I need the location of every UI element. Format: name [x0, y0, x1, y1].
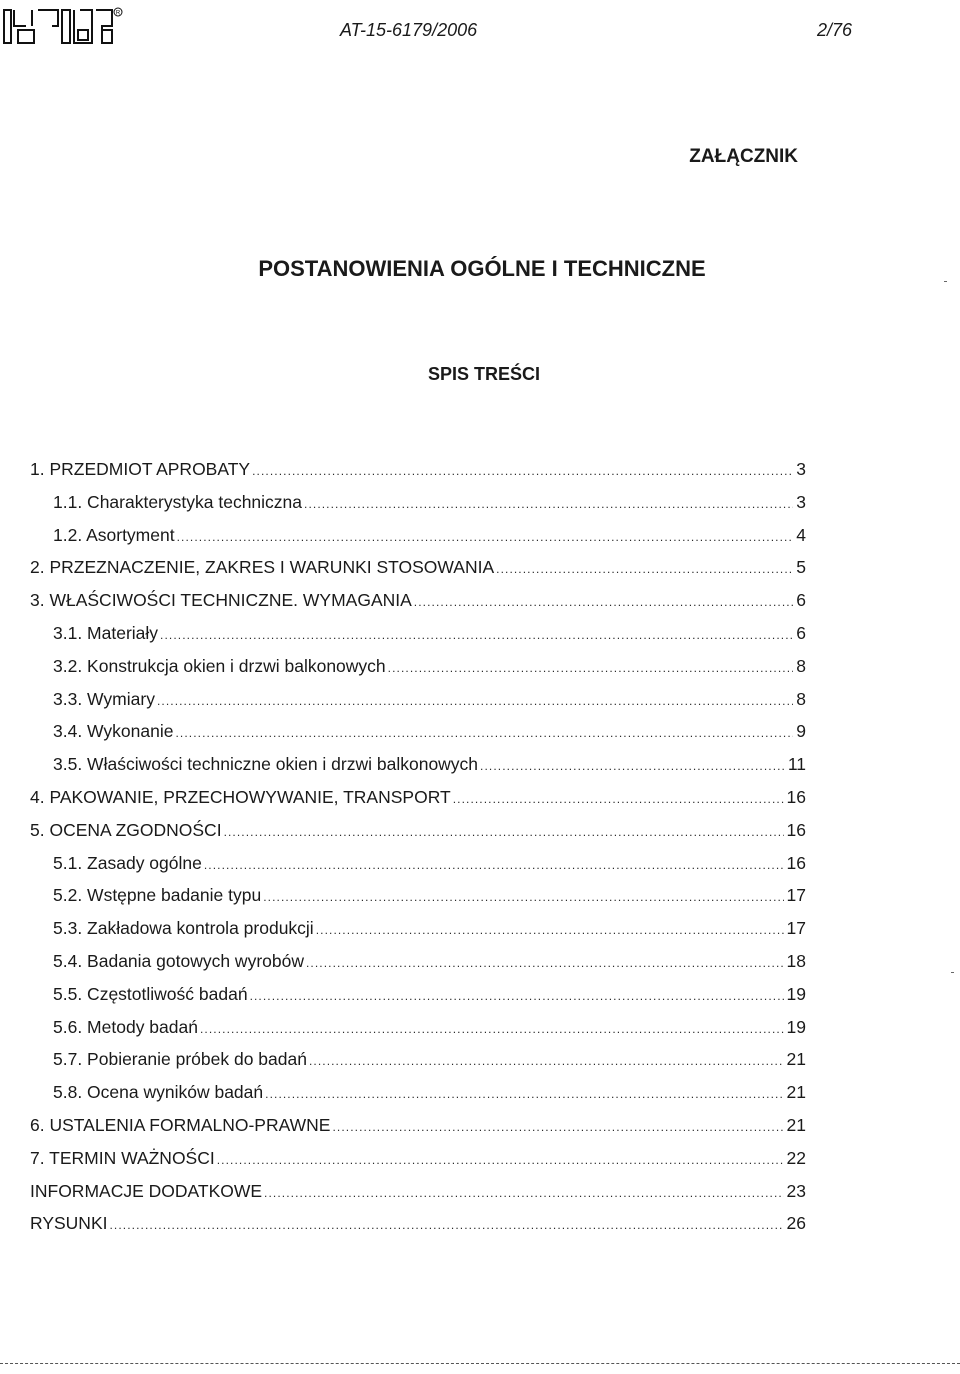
toc-entry: [30, 754, 806, 787]
table-of-contents: [30, 459, 806, 1246]
annex-label: ZAŁĄCZNIK: [689, 146, 798, 167]
toc-entry-page: 22: [786, 1147, 806, 1168]
toc-leader-dots: [332, 1120, 783, 1134]
toc-entry: [30, 1082, 806, 1115]
toc-entry-label: 7. TERMIN WAŻNOŚCI: [30, 1147, 215, 1168]
toc-leader-dots: [304, 497, 793, 511]
toc-entry-page: 8: [796, 655, 806, 676]
toc-leader-dots: [453, 792, 784, 806]
toc-entry-page: 21: [786, 1114, 806, 1135]
toc-entry-label: 3.3. Wymiary: [53, 688, 155, 709]
toc-entry-page: 16: [786, 819, 806, 840]
toc-entry-label: 1. PRZEDMIOT APROBATY: [30, 459, 251, 479]
scan-speck: [951, 972, 954, 973]
toc-entry-label: 5.1. Zasady ogólne: [53, 852, 202, 873]
toc-entry-label: 5.5. Częstotliwość badań: [53, 983, 248, 1004]
toc-entry-label: 5.2. Wstępne badanie typu: [53, 885, 262, 906]
toc-entry-page: 23: [786, 1180, 806, 1201]
toc-entry: [30, 1181, 806, 1214]
toc-entry-page: 3: [796, 491, 806, 512]
itb-logo: [2, 6, 124, 46]
toc-leader-dots: [200, 1022, 784, 1036]
toc-entry-page: 6: [796, 622, 806, 643]
toc-entry-page: 21: [786, 1082, 806, 1103]
toc-leader-dots: [265, 1087, 783, 1101]
toc-leader-dots: [309, 1054, 784, 1068]
toc-leader-dots: [252, 464, 793, 478]
toc-leader-dots: [264, 1186, 783, 1200]
toc-entry-page: 3: [796, 459, 806, 479]
toc-leader-dots: [263, 890, 783, 904]
toc-entry: [30, 525, 806, 558]
toc-entry: [30, 590, 806, 623]
toc-entry-page: 5: [796, 557, 806, 578]
toc-leader-dots: [250, 989, 784, 1003]
toc-leader-dots: [217, 1153, 784, 1167]
toc-entry-page: 16: [786, 852, 806, 873]
toc-entry: [30, 853, 806, 886]
toc-entry-page: 11: [787, 754, 806, 775]
toc-entry: [30, 492, 806, 525]
toc-entry-label: 5.3. Zakładowa kontrola produkcji: [53, 918, 314, 939]
document-title: POSTANOWIENIA OGÓLNE I TECHNICZNE: [258, 256, 706, 281]
toc-entry-page: 19: [786, 1016, 806, 1037]
toc-entry: [30, 1017, 806, 1050]
toc-entry-label: 5. OCENA ZGODNOŚCI: [30, 819, 222, 840]
toc-entry-page: 19: [786, 983, 806, 1004]
toc-leader-dots: [480, 759, 785, 773]
toc-entry-page: 16: [786, 786, 806, 807]
toc-entry-page: 9: [796, 721, 806, 742]
toc-entry-label: 1.2. Asortyment: [53, 524, 175, 545]
toc-entry: [30, 1213, 806, 1246]
toc-entry: [30, 1148, 806, 1181]
toc-entry: [30, 721, 806, 754]
toc-entry-label: 5.7. Pobieranie próbek do badań: [53, 1049, 307, 1070]
toc-entry: [30, 918, 806, 951]
toc-entry-page: 8: [796, 688, 806, 709]
toc-heading: SPIS TREŚCI: [427, 364, 541, 384]
toc-entry-page: 26: [786, 1213, 806, 1234]
toc-leader-dots: [177, 530, 794, 544]
toc-entry-page: 18: [786, 950, 806, 971]
toc-entry-page: 4: [796, 524, 806, 545]
toc-entry: [30, 1115, 806, 1148]
toc-entry-label: 5.8. Ocena wyników badań: [53, 1082, 264, 1103]
svg-text:R: R: [115, 10, 121, 17]
toc-leader-dots: [175, 726, 793, 740]
toc-entry-label: 5.6. Metody badań: [53, 1016, 198, 1037]
toc-entry-label: 5.4. Badania gotowych wyrobów: [53, 950, 304, 971]
toc-entry: [30, 984, 806, 1017]
toc-entry-label: 2. PRZEZNACZENIE, ZAKRES I WARUNKI STOSOWANIA: [30, 557, 495, 578]
toc-leader-dots: [109, 1218, 783, 1232]
toc-entry: [30, 557, 806, 590]
toc-leader-dots: [204, 858, 784, 872]
toc-entry-label: RYSUNKI: [30, 1213, 108, 1234]
toc-entry-label: 6. USTALENIA FORMALNO-PRAWNE: [30, 1114, 331, 1135]
toc-entry-label: 3. WŁAŚCIWOŚCI TECHNICZNE. WYMAGANIA: [30, 590, 412, 611]
toc-leader-dots: [388, 661, 794, 675]
toc-entry: [30, 787, 806, 820]
toc-leader-dots: [414, 595, 793, 609]
toc-entry: [30, 459, 806, 492]
toc-entry-label: 3.5. Właściwości techniczne okien i drzwi balkonowych: [53, 754, 479, 775]
page-number: 2/76: [816, 20, 852, 40]
footer-divider: [0, 1363, 960, 1364]
toc-entry: [30, 689, 806, 722]
scan-speck: [944, 281, 947, 282]
toc-leader-dots: [224, 825, 784, 839]
toc-entry: [30, 656, 806, 689]
toc-entry-page: 21: [786, 1049, 806, 1070]
toc-entry-page: 6: [796, 590, 806, 611]
document-number: AT-15-6179/2006: [340, 20, 478, 40]
toc-entry-label: 3.2. Konstrukcja okien i drzwi balkonowych: [53, 655, 386, 676]
toc-entry: [30, 885, 806, 918]
toc-leader-dots: [157, 694, 793, 708]
toc-entry-page: 17: [786, 885, 806, 906]
toc-entry: [30, 623, 806, 656]
toc-leader-dots: [316, 923, 784, 937]
toc-entry: [30, 951, 806, 984]
toc-entry: [30, 1049, 806, 1082]
toc-entry: [30, 820, 806, 853]
toc-entry-page: 17: [786, 918, 806, 939]
toc-entry-label: 1.1. Charakterystyka techniczna: [53, 491, 303, 512]
toc-entry-label: 3.4. Wykonanie: [53, 721, 174, 742]
toc-leader-dots: [306, 956, 784, 970]
toc-entry-label: 3.1. Materiały: [53, 622, 159, 643]
toc-leader-dots: [496, 562, 793, 576]
toc-entry-label: INFORMACJE DODATKOWE: [30, 1180, 263, 1201]
toc-entry-label: 4. PAKOWANIE, PRZECHOWYWANIE, TRANSPORT: [30, 786, 451, 807]
toc-leader-dots: [160, 628, 793, 642]
